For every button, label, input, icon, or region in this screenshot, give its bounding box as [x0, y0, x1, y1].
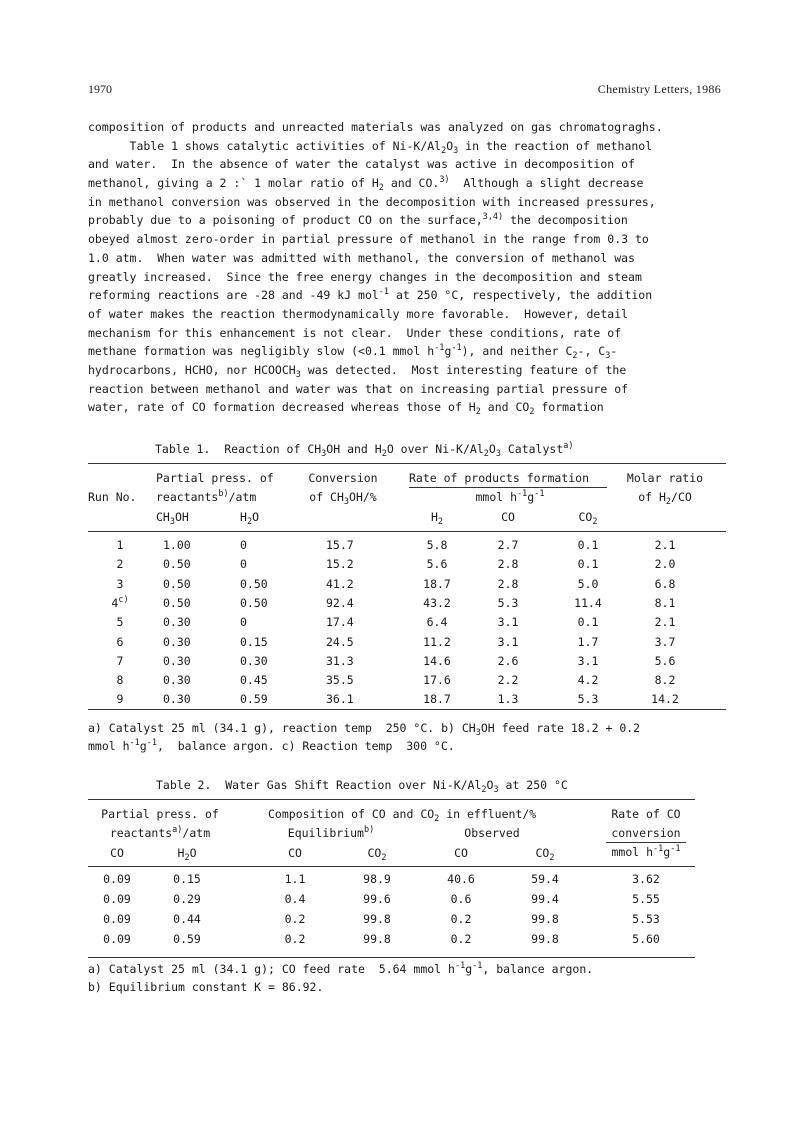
t1-cell: 11.2 — [423, 634, 451, 649]
t1-cell: 3.7 — [654, 634, 676, 649]
t2-cell: 0.09 — [103, 872, 131, 886]
t1-cell: 8.1 — [654, 595, 676, 610]
t2-cell: 0.15 — [173, 872, 201, 886]
table2-top-rule — [88, 799, 695, 800]
t2-head-rate-l2: conversion — [611, 826, 681, 840]
paragraph-line: methanol, giving a 2 :` 1 molar ratio of $H_2$ and CO.$^{3)}$ Although a slight decrease — [88, 175, 644, 194]
t1-head-co: CO — [501, 510, 515, 524]
paragraph-line: reforming reactions are -28 and -49 kJ mol$^{-1}$ at 250 °C, respectively, the addition — [88, 287, 653, 303]
t1-cell: 4$^{c)}$ — [111, 594, 129, 610]
t1-cell: 2.8 — [497, 576, 519, 591]
t1-cell: 2.8 — [497, 557, 519, 572]
t1-cell: 41.2 — [326, 576, 354, 591]
t1-cell: 1.00 — [163, 538, 191, 552]
t2-head-obs-co2: $CO_2$ — [535, 846, 555, 863]
t2-cell: 0.4 — [284, 892, 306, 906]
paragraph-line: and water. In the absence of water the catalyst was active in decomposition of — [88, 157, 635, 172]
paragraph-line: reaction between methanol and water was that on increasing partial pressure of — [88, 381, 629, 396]
table1-footnote-b: mmol $h^{-1}g^{-1}$, balance argon. c) Reaction temp 300 °C. — [88, 738, 455, 753]
t1-cell: 0 — [240, 615, 247, 630]
paragraph-line: water, rate of CO formation decreased whereas those of $H_2$ and $CO_2$ formation — [88, 400, 604, 418]
t2-cell: 98.9 — [363, 872, 391, 886]
t2-cell: 99.8 — [363, 932, 391, 946]
body-paragraph — [88, 118, 728, 417]
t1-cell: 0.30 — [163, 615, 191, 630]
t1-cell: 5 — [116, 615, 124, 630]
t1-cell: 0.30 — [163, 673, 191, 688]
paragraph-line: obeyed almost zero-order in partial pressure of methanol in the range from 0.3 to — [88, 232, 649, 247]
t1-cell: 0.1 — [577, 557, 599, 572]
t1-cell: 2.7 — [497, 538, 519, 552]
t2-cell: 99.8 — [531, 932, 559, 946]
t1-cell: 0.50 — [163, 576, 191, 591]
t1-cell: 2.1 — [654, 615, 676, 630]
table2-header-rule — [88, 866, 695, 867]
t1-cell: 0.1 — [577, 538, 599, 552]
t1-cell: 6 — [116, 634, 124, 649]
t1-head-co2: $CO_2$ — [578, 510, 598, 527]
t1-cell: 36.1 — [326, 692, 354, 707]
table2-caption: Table 2. Water Gas Shift Reaction over $Ni-K/Al_2O_3$ at 250 °C — [156, 778, 568, 795]
t2-head-composition: Composition of CO and $CO_2$ in effluent/% — [268, 807, 537, 824]
t1-cell: 92.4 — [326, 595, 354, 610]
t2-cell: 40.6 — [447, 872, 475, 886]
t2-cell: 1.1 — [284, 872, 306, 886]
t1-cell: 18.7 — [423, 576, 451, 591]
t2-rate-underline — [606, 842, 686, 843]
t1-cell: 0.30 — [163, 692, 191, 707]
t1-rate-underline — [409, 487, 607, 488]
t1-cell: 3.1 — [497, 634, 519, 649]
t1-cell: 3.1 — [577, 653, 599, 668]
t2-cell: 0.2 — [284, 932, 306, 946]
t1-cell: 3.1 — [497, 615, 519, 630]
t1-head-h2: $H_2$ — [430, 510, 444, 527]
paragraph-line: mechanism for this enhancement is not clear. Under these conditions, rate of — [88, 325, 622, 340]
t2-cell: 5.60 — [632, 932, 660, 946]
t2-cell: 5.55 — [632, 892, 660, 906]
table1-bottom-rule — [88, 709, 726, 710]
t2-head-observed: Observed — [464, 826, 520, 840]
t1-cell: 5.0 — [577, 576, 599, 591]
t1-head-rate-l1: Rate of products formation — [409, 471, 590, 485]
t1-cell: 5.8 — [426, 538, 448, 552]
paragraph-line: in methanol conversion was observed in the decomposition with increased pressures, — [88, 194, 656, 209]
t2-head-obs-co: CO — [454, 846, 468, 860]
t1-cell: 2.1 — [654, 538, 676, 552]
t1-cell: 1 — [116, 538, 124, 552]
t1-cell: 0.1 — [577, 615, 599, 630]
t1-cell: 11.4 — [574, 595, 602, 610]
t1-head-partial-l2: reactants$^{b)}$/atm — [156, 489, 257, 504]
t2-cell: 59.4 — [531, 872, 559, 886]
paragraph-line: 1.0 atm. When water was admitted with methanol, the conversion of methanol was — [88, 250, 635, 265]
t1-cell: 31.3 — [326, 653, 354, 668]
t2-head-partial-l2: reactants$^{a)}$/atm — [109, 825, 211, 840]
t1-cell: 8 — [116, 673, 124, 688]
t1-cell: 0 — [240, 557, 247, 572]
t1-cell: 15.7 — [326, 538, 354, 552]
t1-cell: 7 — [116, 653, 124, 668]
t1-cell: 5.3 — [497, 595, 519, 610]
paragraph-line: greatly increased. Since the free energy changes in the decomposition and steam — [88, 269, 642, 284]
t1-cell: 17.4 — [326, 615, 354, 630]
table2-footnote-b: b) Equilibrium constant K = 86.92. — [88, 980, 324, 994]
t1-cell: 0.59 — [240, 692, 268, 707]
t2-head-eq-co2: $CO_2$ — [367, 846, 387, 863]
t1-head-rate-l2: mmol $h^{-1}g^{-1}$ — [475, 489, 545, 504]
t1-cell: 0.15 — [240, 634, 268, 649]
table2-bottom-rule — [88, 957, 695, 958]
t1-cell: 14.2 — [651, 692, 679, 707]
t1-head-ch3oh: $CH_3OH$ — [156, 510, 189, 527]
paragraph-line: Table 1 shows catalytic activities of $Ni-K/Al_2O_3$ in the reaction of methanol — [88, 138, 653, 156]
t1-cell: 4.2 — [577, 673, 599, 688]
t2-head-h2o: $H_2O$ — [177, 846, 197, 863]
t1-head-molar-l1: Molar ratio — [626, 471, 704, 485]
t1-cell: 2.2 — [497, 673, 519, 688]
page-header — [88, 82, 721, 98]
t1-cell: 0.50 — [240, 576, 268, 591]
t1-cell: 0.50 — [163, 557, 191, 572]
t1-cell: 0.30 — [163, 653, 191, 668]
table1-footnote-a: a) Catalyst 25 ml (34.1 g), reaction temp 250 °C. b) $CH_3OH$ feed rate 18.2 + 0.2 — [88, 721, 641, 738]
t2-cell: 5.53 — [632, 912, 660, 926]
t1-head-conversion-l1: Conversion — [308, 471, 378, 485]
t1-head-partial-l1: Partial press. of — [156, 471, 274, 485]
t1-cell: 35.5 — [326, 673, 354, 688]
page-number: 1970 — [88, 82, 112, 96]
t1-cell: 2 — [116, 557, 124, 572]
t1-cell: 6.8 — [654, 576, 676, 591]
t1-cell: 1.7 — [577, 634, 599, 649]
t1-head-h2o: $H_2O$ — [240, 510, 259, 527]
paragraph-line: of water makes the reaction thermodynamically more favorable. However, detail — [88, 306, 629, 321]
t2-cell: 99.4 — [531, 892, 559, 906]
t1-cell: 6.4 — [426, 615, 448, 630]
t2-head-co: CO — [110, 846, 124, 860]
t1-cell: 0.50 — [240, 595, 268, 610]
paragraph-line: hydrocarbons, HCHO, nor $HCOOCH_3$ was detected. Most interesting feature of the — [88, 362, 627, 380]
t1-cell: 0.45 — [240, 673, 268, 688]
t1-head-conversion-l2: of $CH_3OH/\%$ — [309, 490, 377, 507]
journal-name: Chemistry Letters, 1986 — [597, 82, 721, 96]
t1-cell: 17.6 — [423, 673, 451, 688]
t1-cell: 15.2 — [326, 557, 354, 572]
t2-cell: 0.59 — [173, 932, 201, 946]
t1-cell: 5.3 — [577, 692, 599, 707]
t1-head-molar-l2: of $H_2/CO$ — [638, 490, 692, 507]
t2-cell: 0.2 — [284, 912, 306, 926]
t1-cell: 14.6 — [423, 653, 451, 668]
paragraph-line: composition of products and unreacted materials was analyzed on gas chromatograghs. — [88, 120, 663, 134]
t1-head-run-no: Run No. — [88, 490, 137, 504]
t2-cell: 0.09 — [103, 912, 131, 926]
t2-cell: 0.2 — [450, 912, 472, 926]
paragraph-line: probably due to a poisoning of product CO on the surface,$^{3,4)}$ the decomposition — [88, 212, 628, 228]
t1-cell: 0 — [240, 538, 247, 552]
t1-cell: 5.6 — [654, 653, 676, 668]
t2-cell: 3.62 — [632, 872, 660, 886]
t2-cell: 0.09 — [103, 932, 131, 946]
t2-head-rate-l1: Rate of CO — [611, 807, 681, 821]
t1-cell: 9 — [116, 692, 124, 707]
t1-cell: 8.2 — [654, 673, 676, 688]
t2-cell: 99.8 — [531, 912, 559, 926]
table1-caption: Table 1. Reaction of $CH_3OH$ and $H_2O$ over $Ni-K/Al_2O_3$ Catalyst$^{a)}$ — [155, 441, 574, 459]
t1-cell: 0.50 — [163, 595, 191, 610]
t2-cell: 0.29 — [173, 892, 201, 906]
paragraph-line: methane formation was negligibly slow (<0.1 mmol $h^{-1}g^{-1}$), and neither $C_2-$, $C_3-$ — [88, 343, 618, 362]
t1-cell: 1.3 — [497, 692, 519, 707]
t2-cell: 0.44 — [173, 912, 201, 926]
t1-cell: 5.6 — [426, 557, 448, 572]
t2-head-eq-co: CO — [288, 846, 302, 860]
t2-head-partial-l1: Partial press. of — [101, 807, 219, 821]
t2-cell: 0.2 — [450, 932, 472, 946]
table1-header-rule — [88, 531, 726, 532]
t1-cell: 43.2 — [423, 595, 451, 610]
t1-cell: 0.30 — [240, 653, 268, 668]
t1-cell: 24.5 — [326, 634, 354, 649]
t2-cell: 0.6 — [450, 892, 472, 906]
t2-cell: 99.8 — [363, 912, 391, 926]
t1-cell: 18.7 — [423, 692, 451, 707]
t2-head-equilibrium: Equilibrium$^{b)}$ — [287, 825, 375, 840]
t1-cell: 2.0 — [654, 557, 676, 572]
t1-cell: 2.6 — [497, 653, 519, 668]
t2-head-rate-l3: mmol $h^{-1}g^{-1}$ — [611, 844, 681, 859]
t2-cell: 0.09 — [103, 892, 131, 906]
table2-footnote-a: a) Catalyst 25 ml (34.1 g); CO feed rate 5.64 mmol $h^{-1}g^{-1}$, balance argon. — [88, 961, 594, 976]
t1-cell: 0.30 — [163, 634, 191, 649]
t2-cell: 99.6 — [363, 892, 391, 906]
table1-top-rule — [88, 463, 726, 464]
t1-cell: 3 — [116, 576, 124, 591]
